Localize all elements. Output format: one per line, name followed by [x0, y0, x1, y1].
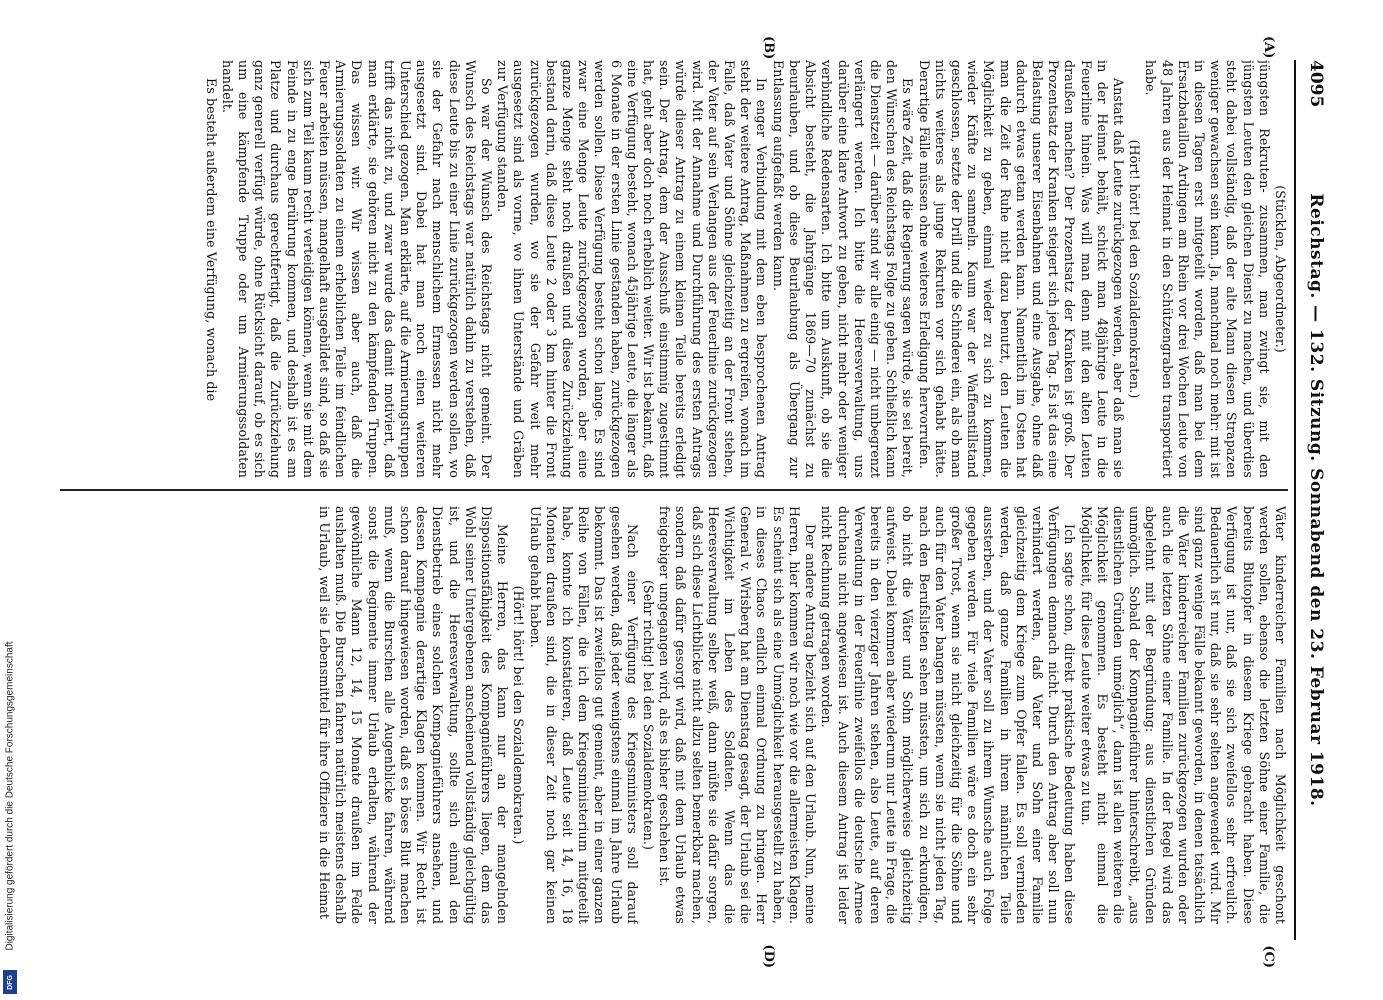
- dfg-logo-text: DFG: [6, 974, 14, 990]
- margin-marker-d: (D): [761, 944, 776, 968]
- dfg-logo: [3, 970, 17, 994]
- paragraph: So war der Wunsch des Reichstags nicht gemeint. Der Wunsch des Reichstags war natürlich dahin zu verstehen, daß diese Leute bis zu einer Linie zurückgezogen werden sollen, wo sie der Gefahr nach menschlichem Ermessen nicht mehr ausgesetzt sind. Dabei hat man noch einen weiteren Unterschied gezogen. Man erklärte, auf die Armierungstruppen trifft das nicht zu, und zwar wurde das damit motiviert, daß man erklärte, sie gehören nicht zu den kämpfenden Truppen. Das wissen wir. Wir wissen aber auch, daß die Armierungssoldaten zu einem erheblichen Teile im feindlichen Feuer arbeiten müssen, mangelhaft ausgebildet sind, so daß sie sich zum Teil kaum recht verteidigen können, wenn sie mit dem Feinde in zu enge Berührung kommen, und deshalb ist es am Platze und durchaus gerechtfertigt, daß die Zurückziehung ganz generell verfügt würde, ohne Rücksicht darauf, ob es sich um eine kämpfende Truppe oder um Armierungssoldaten handelt.: [219, 60, 495, 478]
- paragraph: In enger Verbindung mit dem eben besprochenen Antrag steht der weitere Antrag, Maßnahmen zu ergreifen, wonach im Falle, daß Vater und Söhne gleichzeitig an der Front stehen, der Vater auf sein Verlangen aus der Feuerlinie zurückgezogen wird. Mit der Annahme und Durchführung des ersten Antrags würde dieser Antrag zu einem kleinen Teile bereits erledigt sein. Der Antrag, dem der Ausschuß einstimmig zugestimmt hat, geht aber doch noch erheblich weiter. Wir ist bekannt, daß eine Verfügung besteht, wonach 45jährige Leute, die länger als 6 Monate in der ersten Linie gestanden haben, zurückgezogen werden sollen. Diese Verfügung besteht schon lange. Es sind zwar eine Menge Leute zurückgezogen worden, aber eine ganze Menge steht noch draußen und diese Zurückziehung bestand darin, daß diese Leute 2 oder 3 km hinter die Front zurückgezogen wurden, wo sie der Gefahr weit mehr ausgesetzt sind als vorne, wo ihnen Unterstände und Gräben zur Verfügung standen.: [495, 60, 770, 478]
- paragraph: Ich sagte schon, direkt praktische Bedeutung haben diese Verfügungen demnach nicht. Durch den Antrag aber soll nun verhindert werden, daß Vater und Sohn einer Familie gleichzeitig dem Kriege zum Opfer fallen. Es soll vermieden werden, daß ganze Familien in ihrem männlichen Teile aussterben, und der Vater soll zu ihrem Wunsche auch Folge gegeben werden. Für viele Familien wäre es doch ein sehr großer Trost, wenn sie nicht gleichzeitig für die Söhne und auch für den Vater bangen müssten, wenn sie nicht jeden Tag, nach den Berufslisten sehen müssten, um sich zu erkundigen, ob nicht die Väter und Sohn möglicherweise gleichzeitig aufweist. Dabei kommen aber wiederum nur Leute in Frage, die bereits in den vierziger Jahren stehen, also Leute, auf deren Verwendung in der Feuerlinie zweifellos die deutsche Armee durchaus nicht angewiesen ist. Auch diesem Antrag ist leider nicht Rechnung getragen worden.: [819, 506, 1078, 924]
- paragraph: Es wäre Zeit, daß die Regierung sagen würde, sie sei bereit, den Wünschen des Reichstags Folge zu geben. Schließlich kann die Dienstzeit — darüber sind wir alle einig — nicht unbegrenzt verlängert werden. Ich bitte die Heeresverwaltung, uns darüber eine klare Antwort zu geben, nicht mehr oder weniger verbindliche Redensarten. Ich bitte um Auskunft, ob sie die Absicht besteht, die Jahrgänge 1869—70 zunächst zu beurlauben, und ob diese Beurlaubung als Übergang zur Entlassung aufgefaßt werden kann.: [770, 60, 916, 478]
- paragraph: Es besteht außerdem eine Verfügung, wonach die: [203, 78, 219, 402]
- left-column: [60, 60, 1288, 478]
- column-divider: [60, 489, 1288, 491]
- margin-marker-b: (B): [761, 36, 776, 60]
- interjection: (Hört! hört! bei den Sozialdemokraten.): [1127, 139, 1143, 399]
- paragraph: Der andere Antrag bezieht sich auf den Urlaub. Nun, meine Herren, hier kommen wir noch wie vor die allermeisten Klagen. Es scheint sich als eine Unmöglichkeit herausgestellt zu haben, in dieses Chaos endlich einmal Ordnung zu bringen. Herr General v. Wrisberg hat am Dienstag gesagt, der Urlaub sei die Wichtigkeit im Leben des Soldaten. Wenn das die Heeresverwaltung selber weiß, dann müßte sie dafür sorgen, daß sich diese Lichtblicke nicht allzu selten bemerkbar machen, sondern daß dafür gesorgt wird, daß mit dem Urlaub etwas freigebiger umgegangen wird, als es bisher geschehen ist.: [657, 506, 819, 924]
- margin-marker-c: (C): [1261, 945, 1276, 968]
- paragraph: Nach einer Verfügung des Kriegsministers soll darauf gesehen werden, daß jeder wenigstens einmal im Jahre Urlaub bekommt. Das ist zweifellos gut gemeint, aber in einer ganzen Reihe von Fällen, die ich dem Kriegsministerium mitgeteilt habe, konnte ich konstatieren, daß Leute seit 14, 16, 18 Monaten draußen sind, die in dieser Zeit noch gar keinen Urlaub gehabt haben.: [527, 506, 640, 924]
- paragraph: Meine Herren, das kann nur an der mangelnden Dispositionsfähigkeit des Kompagnieführers liegen, dem das Wohl seiner Untergebenen anscheinend vollständig gleichgültig ist, und die Heeresverwaltung, sollte sich einmal den Dienstbetrieb eines solchen Kompagnieführers ansehen, und dessen Kompagnie derartige Klagen kommen. Wir Recht ist schon darauf hingewiesen worden, daß es böses Blut machen muß, wenn die Burschen alle Augenblicke fahren, während sonst die Regimente immer Urlaub erhalten, während der gewöhnliche Mann 12, 14, 15 Monate draußen im Felde aushalten muß. Die Burschen fahren natürlich meistens deshalb in Urlaub, weil sie Lebensmittel für ihre Offiziere in die Heimat: [317, 506, 511, 924]
- interjection: (Hört! hört! bei den Sozialdemokraten.): [511, 585, 527, 845]
- right-column: [60, 506, 1288, 924]
- paragraph: Anstatt daß Leute zurückgezogen werden, aber daß man sie in der Heimat behält, schickt man 48jährige Leute in die Feuerlinie hinein. Was will man denn mit den alten Leuten draußen machen? Der Prozentsatz der Kranken ist groß. Der Prozentsatz der Kranken steigert sich jeden Tag. Es ist das eine Belastung unserer Eisenbahnen und eine Ausgabe, ohne daß dadurch etwas getan werden kann. Namentlich im Osten hat man die Zeit der Ruhe nicht dazu benutzt, den Leuten die Möglichkeit zu geben, einmal wieder zu sich zu kommen, wieder Kräfte zu sammeln. Kaum war der Waffenstillstand geschlossen, setzte der Drill und die Schinderei ein, als ob man nichts weiteres als junge Rekruten vor sich gehabt hätte. Derartige Fälle müssen ohne weiteres Erledigung hervorrufen.: [916, 60, 1126, 478]
- interjection: (Sehr richtig! bei den Sozialdemokraten.): [641, 580, 657, 850]
- header-title: Reichstag. — 132. Sitzung. Sonnabend den 23. Februar 1918.: [1306, 193, 1326, 807]
- page-number: 4095: [1306, 60, 1326, 108]
- speaker-line: (Stücklen, Abgeordneter.): [1273, 185, 1288, 353]
- header-rule: [1294, 60, 1296, 940]
- newspaper-page: [46, 30, 1336, 970]
- page-header: [1300, 60, 1330, 940]
- paragraph: Väter kinderreicher Familien nach Möglichkeit geschont werden sollen, ebenso die letzten Söhne einer Familie, die bereits Blutopfer in diesem Kriege gebracht haben. Diese Verfügung ist nur, daß sie sich zweifellos sehr erfreulich. Bedauerlich ist nur, daß sie sehr selten angewendet wird. Mir sind ganz wenige Fälle bekannt geworden, in denen tatsächlich die Väter kinderreicher Familien zurückgezogen wurden oder auch die letzten Söhne einer Familie. In der Regel wird das abgelehnt mit der Begründung: aus dienstlichen Gründen unmöglich. Sobald der Kompagnieführer hinterschreibt, „aus dienstlichen Gründen unmöglich“, dann ist allen weiteren die Möglichkeit genommen. Es besteht nicht einmal die Möglichkeit, für diese Leute weiter etwas zu tun.: [1078, 506, 1288, 924]
- credit-text: Digitalisierung gefördert durch die Deutsche Forschungsgemeinschaft: [4, 641, 16, 951]
- margin-marker-a: (A): [1261, 36, 1276, 59]
- paragraph: jüngsten Rekruten- zusammen, man zwingt sie, mit den jüngsten Leuten den gleichen Dienst zu machen, und überdies steht dabei vollständig, daß der alte Mann diesen Strapazen weniger gewachsen sein kann. Ja, manchmal noch mehr: mit ist in diesen Tagen erst mitgeteilt worden, daß man bei dem Ersatzbataillon Ardingen am Rhein vor drei Wochen Leute von 48 Jahren aus der Heimat in den Schützengraben transportiert habe.: [1143, 60, 1272, 478]
- digitization-credit: [0, 600, 20, 992]
